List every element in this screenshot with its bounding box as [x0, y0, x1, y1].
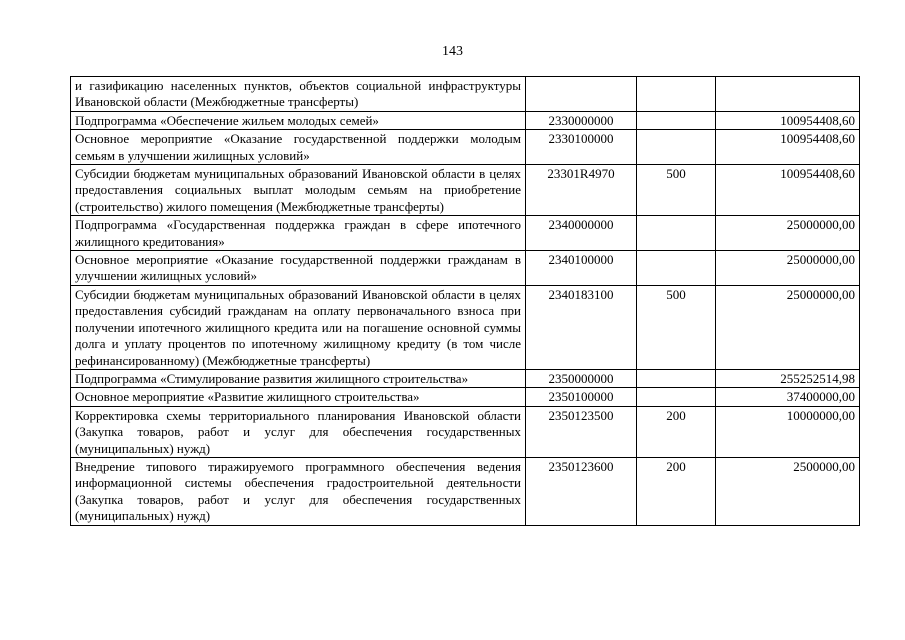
target-code-cell — [526, 77, 637, 112]
table-row — [71, 369, 860, 387]
table-row — [71, 285, 860, 369]
table-row — [71, 388, 860, 406]
target-code-cell: 2350100000 — [526, 388, 637, 406]
row-name-cell: Субсидии бюджетам муниципальных образований Ивановской области в целях предоставления субсидий гражданам на оплату первоначального взноса при получении ипотечного жилищного кредита или на погашение основной суммы долга и уплату процентов по ипотечному жилищному кредиту (в том числе рефинансированному) (Межбюджетные трансферты) — [71, 285, 526, 369]
table-row — [71, 216, 860, 251]
row-name-cell: Субсидии бюджетам муниципальных образований Ивановской области в целях предоставления социальных выплат молодым семьям на приобретение (строительство) жилого помещения (Межбюджетные трансферты) — [71, 165, 526, 216]
expense-type-cell: 500 — [637, 285, 716, 369]
expense-type-cell — [637, 111, 716, 129]
amount-cell: 10000000,00 — [716, 406, 860, 457]
table-row — [71, 406, 860, 457]
table-row — [71, 165, 860, 216]
amount-cell: 25000000,00 — [716, 216, 860, 251]
target-code-cell: 2340183100 — [526, 285, 637, 369]
expense-type-cell — [637, 369, 716, 387]
expense-type-cell — [637, 251, 716, 286]
target-code-cell: 2350123500 — [526, 406, 637, 457]
expense-type-cell: 200 — [637, 406, 716, 457]
target-code-cell: 2350000000 — [526, 369, 637, 387]
expense-type-cell — [637, 77, 716, 112]
table-row — [71, 130, 860, 165]
row-name-cell: Подпрограмма «Обеспечение жильем молодых семей» — [71, 111, 526, 129]
expense-type-cell — [637, 130, 716, 165]
amount-cell: 25000000,00 — [716, 285, 860, 369]
budget-table — [70, 76, 860, 526]
amount-cell: 100954408,60 — [716, 165, 860, 216]
expense-type-cell — [637, 388, 716, 406]
table-row — [71, 111, 860, 129]
row-name-cell: и газификацию населенных пунктов, объектов социальной инфраструктуры Ивановской области (Межбюджетные трансферты) — [71, 77, 526, 112]
amount-cell — [716, 77, 860, 112]
expense-type-cell: 500 — [637, 165, 716, 216]
row-name-cell: Основное мероприятие «Оказание государственной поддержки гражданам в улучшении жилищных условий» — [71, 251, 526, 286]
row-name-cell: Корректировка схемы территориального планирования Ивановской области (Закупка товаров, работ и услуг для обеспечения государственных (муниципальных) нужд) — [71, 406, 526, 457]
row-name-cell: Подпрограмма «Стимулирование развития жилищного строительства» — [71, 369, 526, 387]
target-code-cell: 2340000000 — [526, 216, 637, 251]
table-row — [71, 457, 860, 525]
expense-type-cell: 200 — [637, 457, 716, 525]
amount-cell: 2500000,00 — [716, 457, 860, 525]
amount-cell: 100954408,60 — [716, 130, 860, 165]
target-code-cell: 2330100000 — [526, 130, 637, 165]
target-code-cell: 23301R4970 — [526, 165, 637, 216]
expense-type-cell — [637, 216, 716, 251]
row-name-cell: Основное мероприятие «Оказание государственной поддержки молодым семьям в улучшении жилищных условий» — [71, 130, 526, 165]
table-row — [71, 251, 860, 286]
row-name-cell: Подпрограмма «Государственная поддержка граждан в сфере ипотечного жилищного кредитования» — [71, 216, 526, 251]
amount-cell: 25000000,00 — [716, 251, 860, 286]
amount-cell: 37400000,00 — [716, 388, 860, 406]
target-code-cell: 2330000000 — [526, 111, 637, 129]
target-code-cell: 2340100000 — [526, 251, 637, 286]
page-number: 143 — [442, 44, 463, 59]
target-code-cell: 2350123600 — [526, 457, 637, 525]
row-name-cell: Основное мероприятие «Развитие жилищного строительства» — [71, 388, 526, 406]
row-name-cell: Внедрение типового тиражируемого программного обеспечения ведения информационной системы обеспечения градостроительной деятельности (Закупка товаров, работ и услуг для обеспечения государственных (муниципальных) нужд) — [71, 457, 526, 525]
amount-cell: 100954408,60 — [716, 111, 860, 129]
amount-cell: 255252514,98 — [716, 369, 860, 387]
table-row — [71, 77, 860, 112]
